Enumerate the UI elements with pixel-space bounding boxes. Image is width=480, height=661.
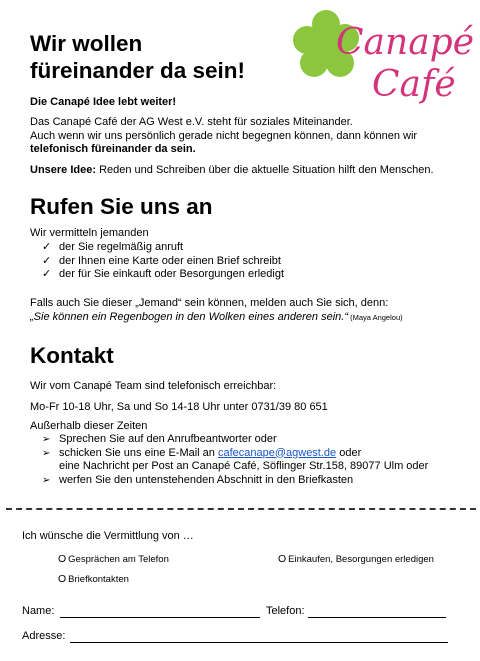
list-item: ✓ der Sie regelmäßig anruft [42, 241, 184, 253]
flower-icon [290, 6, 475, 106]
option-label: Gesprächen am Telefon [68, 554, 169, 565]
idea-paragraph [30, 164, 470, 178]
canape-cafe-logo [290, 6, 475, 106]
name-label: Name: [22, 605, 55, 617]
option-letters[interactable] [58, 573, 129, 586]
form-lead: Ich wünsche die Vermittlung von … [22, 530, 194, 542]
page-title [30, 30, 245, 84]
title-line-1: Wir wollen [30, 31, 143, 56]
section-heading-contact: Kontakt [30, 343, 114, 368]
section-heading-call: Rufen Sie uns an [30, 194, 213, 219]
logo-word-canape: Canapé [336, 22, 475, 63]
arrow-icon: ➢ [42, 447, 51, 459]
email-link[interactable]: cafecanape@agwest.de [217, 446, 337, 459]
check-icon: ✓ [42, 268, 52, 280]
list-item: ➢ werfen Sie den untenstehenden Abschnitt in den Briefkasten [42, 473, 354, 486]
cut-line-divider [6, 508, 476, 510]
phone-label: Telefon: [266, 605, 305, 617]
circle-checkbox-icon[interactable]: O [58, 553, 67, 565]
address-label: Adresse: [22, 630, 66, 642]
call-lead: Wir vermitteln jemanden [30, 227, 149, 239]
list-item: ➢ Sprechen Sie auf den Anrufbeantworter oder [42, 433, 277, 445]
list-item: ✓ der für Sie einkauft oder Besorgungen erledigt [42, 268, 285, 280]
arrow-icon: ➢ [42, 474, 51, 486]
contact-options-list [42, 433, 428, 487]
call-checklist [42, 241, 284, 282]
list-item: ✓ der Ihnen eine Karte oder einen Brief schreibt [42, 254, 281, 267]
arrow-icon: ➢ [42, 434, 51, 445]
phone-field[interactable] [308, 617, 446, 618]
intro-paragraph [30, 116, 470, 157]
option-shopping[interactable] [278, 553, 434, 566]
intro-line-1: Das Canapé Café der AG West e.V. steht für soziales Miteinander. [30, 116, 353, 128]
call-closing-line: Falls auch Sie dieser „Jemand“ sein können, melden auch Sie sich, denn: [30, 297, 389, 309]
idea-label: Unsere Idee: [30, 164, 97, 176]
check-icon: ✓ [42, 241, 52, 253]
name-field[interactable] [60, 617, 260, 618]
opening-hours: Mo-Fr 10-18 Uhr, Sa und So 14-18 Uhr unter 0731/39 80 651 [30, 401, 328, 413]
logo-word-cafe: Café [372, 64, 456, 105]
call-closing [30, 297, 470, 324]
outside-hours-label: Außerhalb dieser Zeiten [30, 420, 148, 432]
contact-line-1: Wir vom Canapé Team sind telefonisch erreichbar: [30, 380, 277, 392]
list-item: ➢ schicken Sie uns eine E-Mail an cafecanape@agwest.de oder eine Nachricht per Post an Canapé Café, Söflinger Str.158, 89077 Ulm oder [42, 446, 429, 472]
intro-line-3: telefonisch füreinander da sein. [30, 143, 196, 155]
option-label: Einkaufen, Besorgungen erledigen [288, 554, 434, 565]
address-field[interactable] [70, 642, 448, 643]
tagline: Die Canapé Idee lebt weiter! [30, 96, 177, 108]
circle-checkbox-icon[interactable]: O [278, 553, 287, 565]
idea-text: Reden und Schreiben über die aktuelle Situation hilft den Menschen. [96, 164, 434, 176]
check-icon: ✓ [42, 254, 52, 267]
option-phone-calls[interactable] [58, 553, 169, 566]
intro-line-2: Auch wenn wir uns persönlich gerade nicht begegnen können, dann können wir [30, 129, 418, 142]
quote-author: (Maya Angelou) [348, 312, 403, 322]
circle-checkbox-icon[interactable]: O [58, 573, 67, 585]
title-line-2: füreinander da sein! [30, 58, 246, 83]
option-label: Briefkontakten [68, 574, 129, 585]
quote-text: „Sie können ein Regenbogen in den Wolken eines anderen sein.“ [30, 310, 348, 323]
